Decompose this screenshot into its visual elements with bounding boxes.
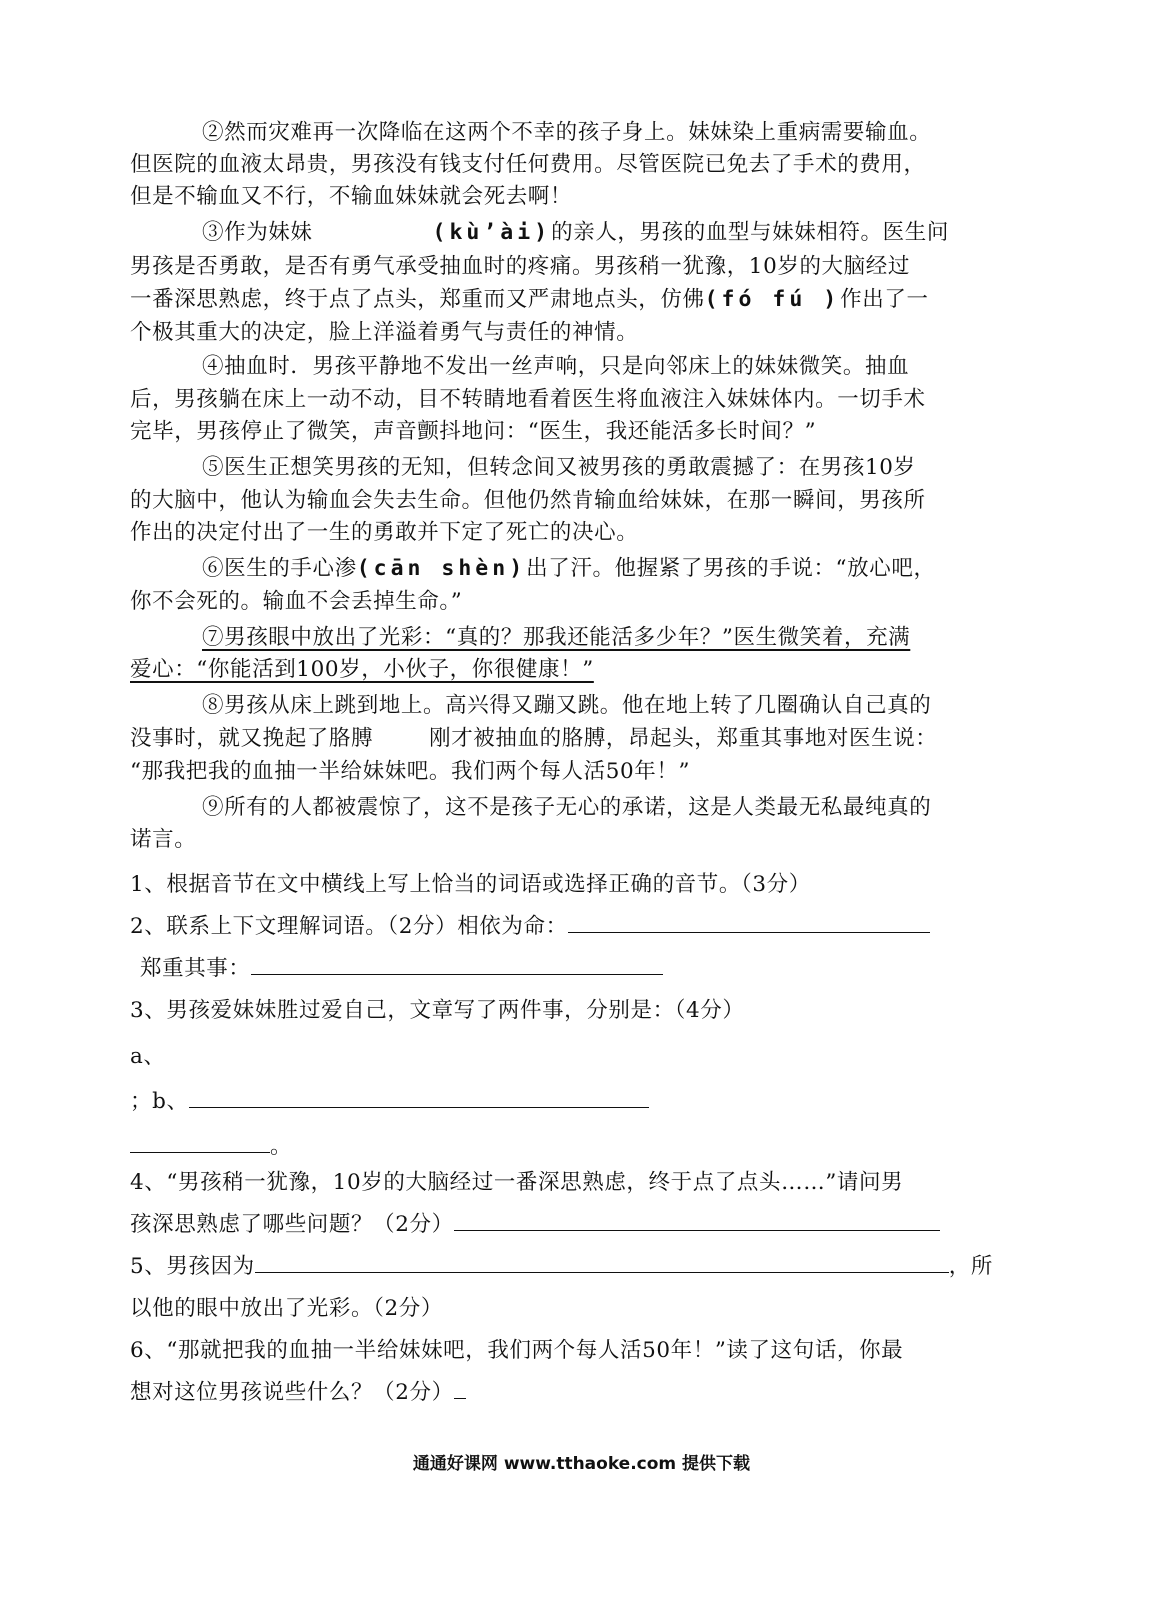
- p3-text-b: 的亲人，男孩的血型与妹妹相符。医生问: [551, 220, 949, 245]
- p3-pinyin-fofu: (fó fú ): [704, 287, 841, 312]
- passage-p9-line-1: ⑨所有的人都被震惊了，这不是孩子无心的承诺，这是人类最无私最纯真的: [202, 795, 932, 820]
- passage-p7-line-2: 爱心：“你能活到100岁，小伙子，你很健康！”: [130, 657, 594, 682]
- question-2-line-2: [140, 952, 1030, 986]
- passage-p8-line-2: [130, 722, 1020, 756]
- passage-p5-line-2: 的大脑中，他认为输血会失去生命。但他仍然肯输血给妹妹，在那一瞬间，男孩所: [130, 488, 926, 513]
- passage-p3-line-2: 男孩是否勇敢，是否有勇气承受抽血时的疼痛。男孩稍一犹豫，10岁的大脑经过: [130, 254, 910, 279]
- question-3: 3、男孩爱妹妹胜过爱自己，文章写了两件事，分别是：（4分）: [130, 998, 745, 1023]
- q4-answer-line[interactable]: [454, 1208, 940, 1231]
- p3-pinyin-kuai: (kù’ài): [432, 220, 552, 245]
- question-1: 1、根据音节在文中横线上写上恰当的词语或选择正确的音节。（3分）: [130, 872, 811, 897]
- passage-p6-line-1: [202, 552, 1022, 586]
- q5-text-a: 5、男孩因为: [130, 1254, 255, 1279]
- passage-p2-line-2: 但医院的血液太昂贵，男孩没有钱支付任何费用。尽管医院已免去了手术的费用，: [130, 152, 926, 177]
- passage-p6-line-2: 你不会死的。输血不会丢掉生命。”: [130, 589, 463, 614]
- p6-text-b: 出了汗。他握紧了男孩的手说：“放心吧，: [526, 556, 936, 581]
- passage-p2-line-1: ②然而灾难再一次降临在这两个不幸的孩子身上。妹妹染上重病需要输血。: [202, 120, 932, 145]
- q3-answer-line-end[interactable]: [130, 1130, 270, 1153]
- p6-pinyin-canshen: (cān shèn): [356, 556, 527, 581]
- p3-text-c: 作出了一: [840, 287, 929, 312]
- q2-text-b: 郑重其事：: [140, 956, 251, 981]
- q3-item-b: [130, 1085, 1020, 1119]
- passage-p5-line-3: 作出的决定付出了一生的勇敢并下定了死亡的决心。: [130, 520, 639, 545]
- passage-p7-line-1: ⑦男孩眼中放出了光彩：“真的？那我还能活多少年？”医生微笑着，充满: [202, 625, 911, 650]
- passage-p4-line-3: 完毕，男孩停止了微笑，声音颤抖地问：“医生，我还能活多长时间？”: [130, 419, 817, 444]
- question-2-line-1: [130, 910, 1020, 944]
- q5-text-b: ，所: [948, 1254, 993, 1279]
- p3-text-line3: 一番深思熟虑，终于点了点头，郑重而又严肃地点头，仿佛: [130, 287, 705, 312]
- question-6-line-1: 6、“那就把我的血抽一半给妹妹吧，我们两个每人活50年！”读了这句话，你最: [130, 1338, 904, 1363]
- question-4-line-1: 4、“男孩稍一犹豫，10岁的大脑经过一番深思熟虑，终于点了点头……”请问男: [130, 1170, 904, 1195]
- passage-p8-line-1: ⑧男孩从床上跳到地上。高兴得又蹦又跳。他在地上转了几圈确认自己真的: [202, 693, 932, 718]
- passage-p4-line-2: 后，男孩躺在床上一动不动，目不转睛地看着医生将血液注入妹妹体内。一切手术: [130, 387, 926, 412]
- passage-p3-line-3: [130, 283, 1020, 317]
- passage-p5-line-1: ⑤医生正想笑男孩的无知，但转念间又被男孩的勇敢震撼了：在男孩10岁: [202, 455, 916, 480]
- footer-source: 通通好课网 www.tthaoke.com 提供下载: [412, 1454, 751, 1474]
- passage-p9-line-2: 诺言。: [130, 827, 197, 852]
- question-4-line-2: [130, 1208, 1020, 1242]
- q6-answer-line[interactable]: [454, 1376, 466, 1399]
- q3-end-mark: 。: [270, 1134, 293, 1159]
- q2-text-a: 2、联系上下文理解词语。（2分）相依为命：: [130, 914, 568, 939]
- q3-line-end: [130, 1130, 1020, 1164]
- question-5-line-1: [130, 1250, 1020, 1284]
- q2-answer-line-2[interactable]: [251, 952, 663, 975]
- q2-answer-line-1[interactable]: [568, 910, 930, 933]
- p3-text-a: ③作为妹妹: [202, 220, 313, 245]
- q3-item-a: a、: [130, 1044, 166, 1069]
- q6-text: 想对这位男孩说些什么？（2分）: [130, 1380, 454, 1405]
- q4-text: 孩深思熟虑了哪些问题？（2分）: [130, 1212, 454, 1237]
- p8-text-a: 没事时，就又挽起了胳膊: [130, 726, 374, 751]
- passage-p3-line-1: [202, 216, 1022, 250]
- q5-answer-line[interactable]: [255, 1250, 949, 1273]
- passage-p3-line-4: 个极其重大的决定，脸上洋溢着勇气与责任的神情。: [130, 320, 639, 345]
- passage-p4-line-1: ④抽血时．男孩平静地不发出一丝声响，只是向邻床上的妹妹微笑。抽血: [202, 354, 910, 379]
- passage-p2-line-3: 但是不输血又不行，不输血妹妹就会死去啊！: [130, 184, 573, 209]
- passage-p8-line-3: “那我把我的血抽一半给妹妹吧。我们两个每人活50年！”: [130, 759, 691, 784]
- q3-text-b: ；b、: [130, 1089, 189, 1114]
- p6-text-a: ⑥医生的手心渗: [202, 556, 357, 581]
- q3-answer-line-b[interactable]: [189, 1085, 649, 1108]
- question-6-line-2: [130, 1376, 1020, 1410]
- p8-text-b: 刚才被抽血的胳膊，昂起头，郑重其事地对医生说：: [429, 726, 938, 751]
- question-5-line-2: 以他的眼中放出了光彩。（2分）: [130, 1296, 443, 1321]
